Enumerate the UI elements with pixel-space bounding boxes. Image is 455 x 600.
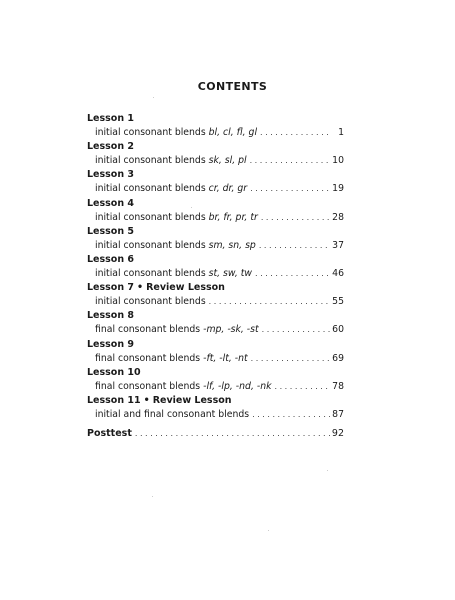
dot-leader [209,295,330,309]
entry-label [95,380,272,394]
table-of-contents [87,112,344,422]
lesson-heading [87,168,344,182]
dot-leader [261,211,330,225]
dot-leader [135,427,330,441]
entry-label-blends: -lf, -lp, -nd, -nk [203,380,272,392]
entry-label-blends: -ft, -lt, -nt [203,352,248,364]
review-lesson-label: Review Lesson [152,394,232,406]
lesson-block [87,309,344,337]
dot-leader [259,239,330,253]
lesson-block [87,140,344,168]
dot-leader [255,267,330,281]
entry-label-prefix: initial consonant blends [95,296,206,308]
toc-entry[interactable] [87,267,344,281]
entry-label [95,267,252,281]
lesson-block [87,253,344,281]
entry-label-prefix: initial consonant blends [95,155,209,167]
page-number: 92 [331,428,344,439]
lesson-heading-label: Lesson 6 [87,253,135,265]
lesson-heading-label: Lesson 3 [87,169,135,181]
entry-label [95,126,257,140]
page-number: 46 [332,267,344,279]
lesson-heading [87,366,344,380]
entry-label-blends: br, fr, pr, tr [208,211,258,223]
entry-label-prefix: initial consonant blends [95,239,209,251]
lesson-heading [87,394,344,408]
entry-label [95,154,247,168]
page-number: 28 [332,211,344,223]
dot-leader [262,323,331,337]
toc-entry[interactable] [87,380,344,394]
dot-leader [250,154,331,168]
page-number: 10 [332,155,344,167]
scan-speck [153,97,154,98]
page-number: 60 [332,324,344,336]
entry-label [95,323,259,337]
toc-entry[interactable] [87,182,344,196]
entry-label-prefix: final consonant blends [95,352,204,364]
lesson-heading-label: Lesson 1 [87,113,135,124]
lesson-heading [87,309,344,323]
lesson-heading [87,338,344,352]
bullet-separator: • [143,394,150,406]
toc-entry[interactable] [87,154,344,168]
entry-label-blends: bl, cl, fl, gl [208,127,258,138]
lesson-heading-label: Lesson 5 [87,225,135,237]
lesson-heading-label: Lesson 2 [87,141,135,153]
page-number: 69 [332,352,344,364]
lesson-heading [87,281,344,295]
posttest-label: Posttest [87,428,132,439]
entry-label-prefix: initial consonant blends [95,183,209,195]
lesson-block [87,338,344,366]
page-number: 55 [332,296,344,308]
toc-entry[interactable] [87,239,344,253]
review-lesson-label: Review Lesson [146,282,225,294]
lesson-heading-label: Lesson 8 [87,310,135,322]
entry-label-blends: cr, dr, gr [208,183,248,195]
dot-leader [275,380,331,394]
lesson-heading-label: Lesson 7 [87,282,135,294]
entry-label-prefix: initial consonant blends [95,211,209,223]
lesson-block [87,225,344,253]
entry-label [95,239,256,253]
lesson-heading-label: Lesson 10 [87,366,141,378]
lesson-block [87,168,344,196]
lesson-block [87,366,344,394]
lesson-heading [87,253,344,267]
toc-entry[interactable] [87,211,344,225]
bullet-separator: • [137,282,144,294]
dot-leader [251,352,330,366]
toc-entry[interactable] [87,408,344,422]
lesson-heading-label: Lesson 4 [87,197,135,209]
scan-speck [191,207,192,208]
entry-label [95,211,258,225]
entry-label-prefix: initial and final consonant blends [95,408,250,420]
toc-entry[interactable] [87,126,344,140]
lesson-heading-label: Lesson 11 [87,394,141,406]
entry-label-blends: sm, sn, sp [208,239,256,251]
entry-label-prefix: final consonant blends [95,380,204,392]
lesson-heading [87,112,344,126]
entry-label [95,408,249,422]
page-number: 87 [332,408,344,420]
lesson-heading-label: Lesson 9 [87,338,135,350]
page-number: 19 [332,183,344,195]
entry-label-prefix: final consonant blends [95,324,204,336]
page-number: 1 [338,127,344,138]
entry-label [95,295,206,309]
page-number: 78 [332,380,344,392]
entry-label-blends: sk, sl, pl [208,155,247,167]
dot-leader [250,182,330,196]
lesson-block [87,112,344,140]
lesson-heading [87,225,344,239]
lesson-block [87,281,344,309]
scan-speck [268,530,269,531]
lesson-heading [87,140,344,154]
posttest-entry[interactable] [87,427,344,441]
lesson-heading [87,197,344,211]
dot-leader [260,126,332,140]
scan-speck [152,496,153,497]
entry-label [95,352,248,366]
toc-entry[interactable] [87,295,344,309]
entry-label [95,182,247,196]
toc-entry[interactable] [87,323,344,337]
dot-leader [252,408,330,422]
entry-label-blends: st, sw, tw [208,267,253,279]
lesson-block [87,394,344,422]
page-number: 37 [332,239,344,251]
lesson-block [87,197,344,225]
page-title: CONTENTS [197,80,268,93]
entry-label-prefix: initial consonant blends [95,267,209,279]
scan-speck [327,470,328,471]
entry-label-prefix: initial consonant blends [95,127,209,138]
entry-label-blends: -mp, -sk, -st [203,324,259,336]
toc-entry[interactable] [87,352,344,366]
